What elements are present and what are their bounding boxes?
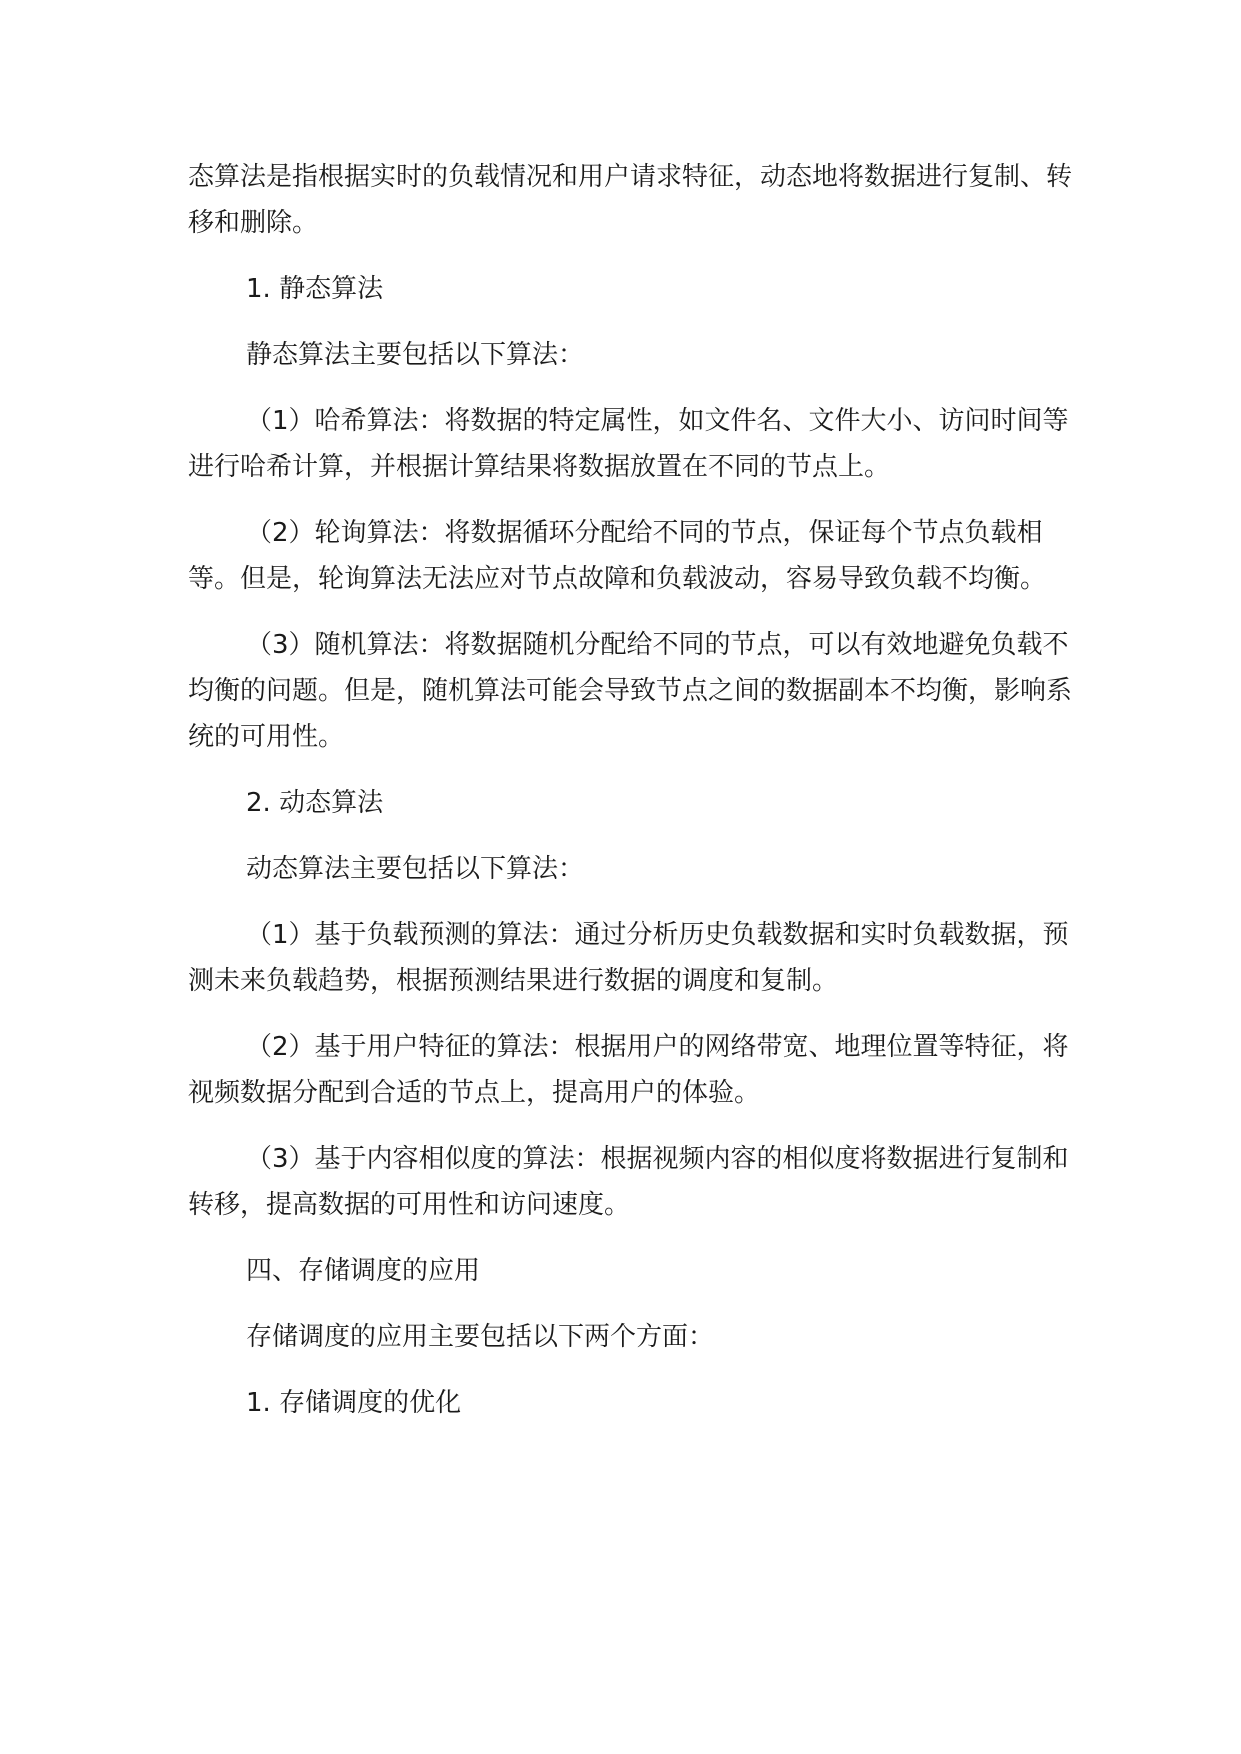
heading-storage-scheduling-application: 四、存储调度的应用 — [246, 1256, 481, 1286]
paragraph-dynamic-algorithm-definition-continued: 态算法是指根据实时的负载情况和用户请求特征，动态地将数据进行复制、转移和删除。 — [188, 162, 1073, 238]
paragraph-load-prediction-algorithm: （1）基于负载预测的算法：通过分析历史负载数据和实时负载数据，预测未来负载趋势，根据预测结果进行数据的调度和复制。 — [188, 920, 1069, 996]
paragraph-storage-scheduling-application-intro: 存储调度的应用主要包括以下两个方面： — [246, 1322, 715, 1352]
paragraph-round-robin-algorithm: （2）轮询算法：将数据循环分配给不同的节点，保证每个节点负载相等。但是，轮询算法无法应对节点故障和负载波动，容易导致负载不均衡。 — [188, 518, 1047, 594]
paragraph-content-similarity-algorithm: （3）基于内容相似度的算法：根据视频内容的相似度将数据进行复制和转移，提高数据的可用性和访问速度。 — [188, 1144, 1069, 1220]
heading-storage-scheduling-optimization: 1. 存储调度的优化 — [246, 1388, 462, 1418]
paragraph-dynamic-algorithm-intro: 动态算法主要包括以下算法： — [246, 854, 585, 884]
paragraph-random-algorithm: （3）随机算法：将数据随机分配给不同的节点，可以有效地避免负载不均衡的问题。但是，随机算法可能会导致节点之间的数据副本不均衡，影响系统的可用性。 — [188, 630, 1073, 752]
heading-static-algorithm: 1. 静态算法 — [246, 274, 384, 304]
paragraph-static-algorithm-intro: 静态算法主要包括以下算法： — [246, 340, 585, 370]
document-body — [188, 154, 1088, 1446]
paragraph-hash-algorithm: （1）哈希算法：将数据的特定属性，如文件名、文件大小、访问时间等进行哈希计算，并根据计算结果将数据放置在不同的节点上。 — [188, 406, 1069, 482]
heading-dynamic-algorithm: 2. 动态算法 — [246, 788, 384, 818]
paragraph-user-feature-algorithm: （2）基于用户特征的算法：根据用户的网络带宽、地理位置等特征，将视频数据分配到合适的节点上，提高用户的体验。 — [188, 1032, 1069, 1108]
